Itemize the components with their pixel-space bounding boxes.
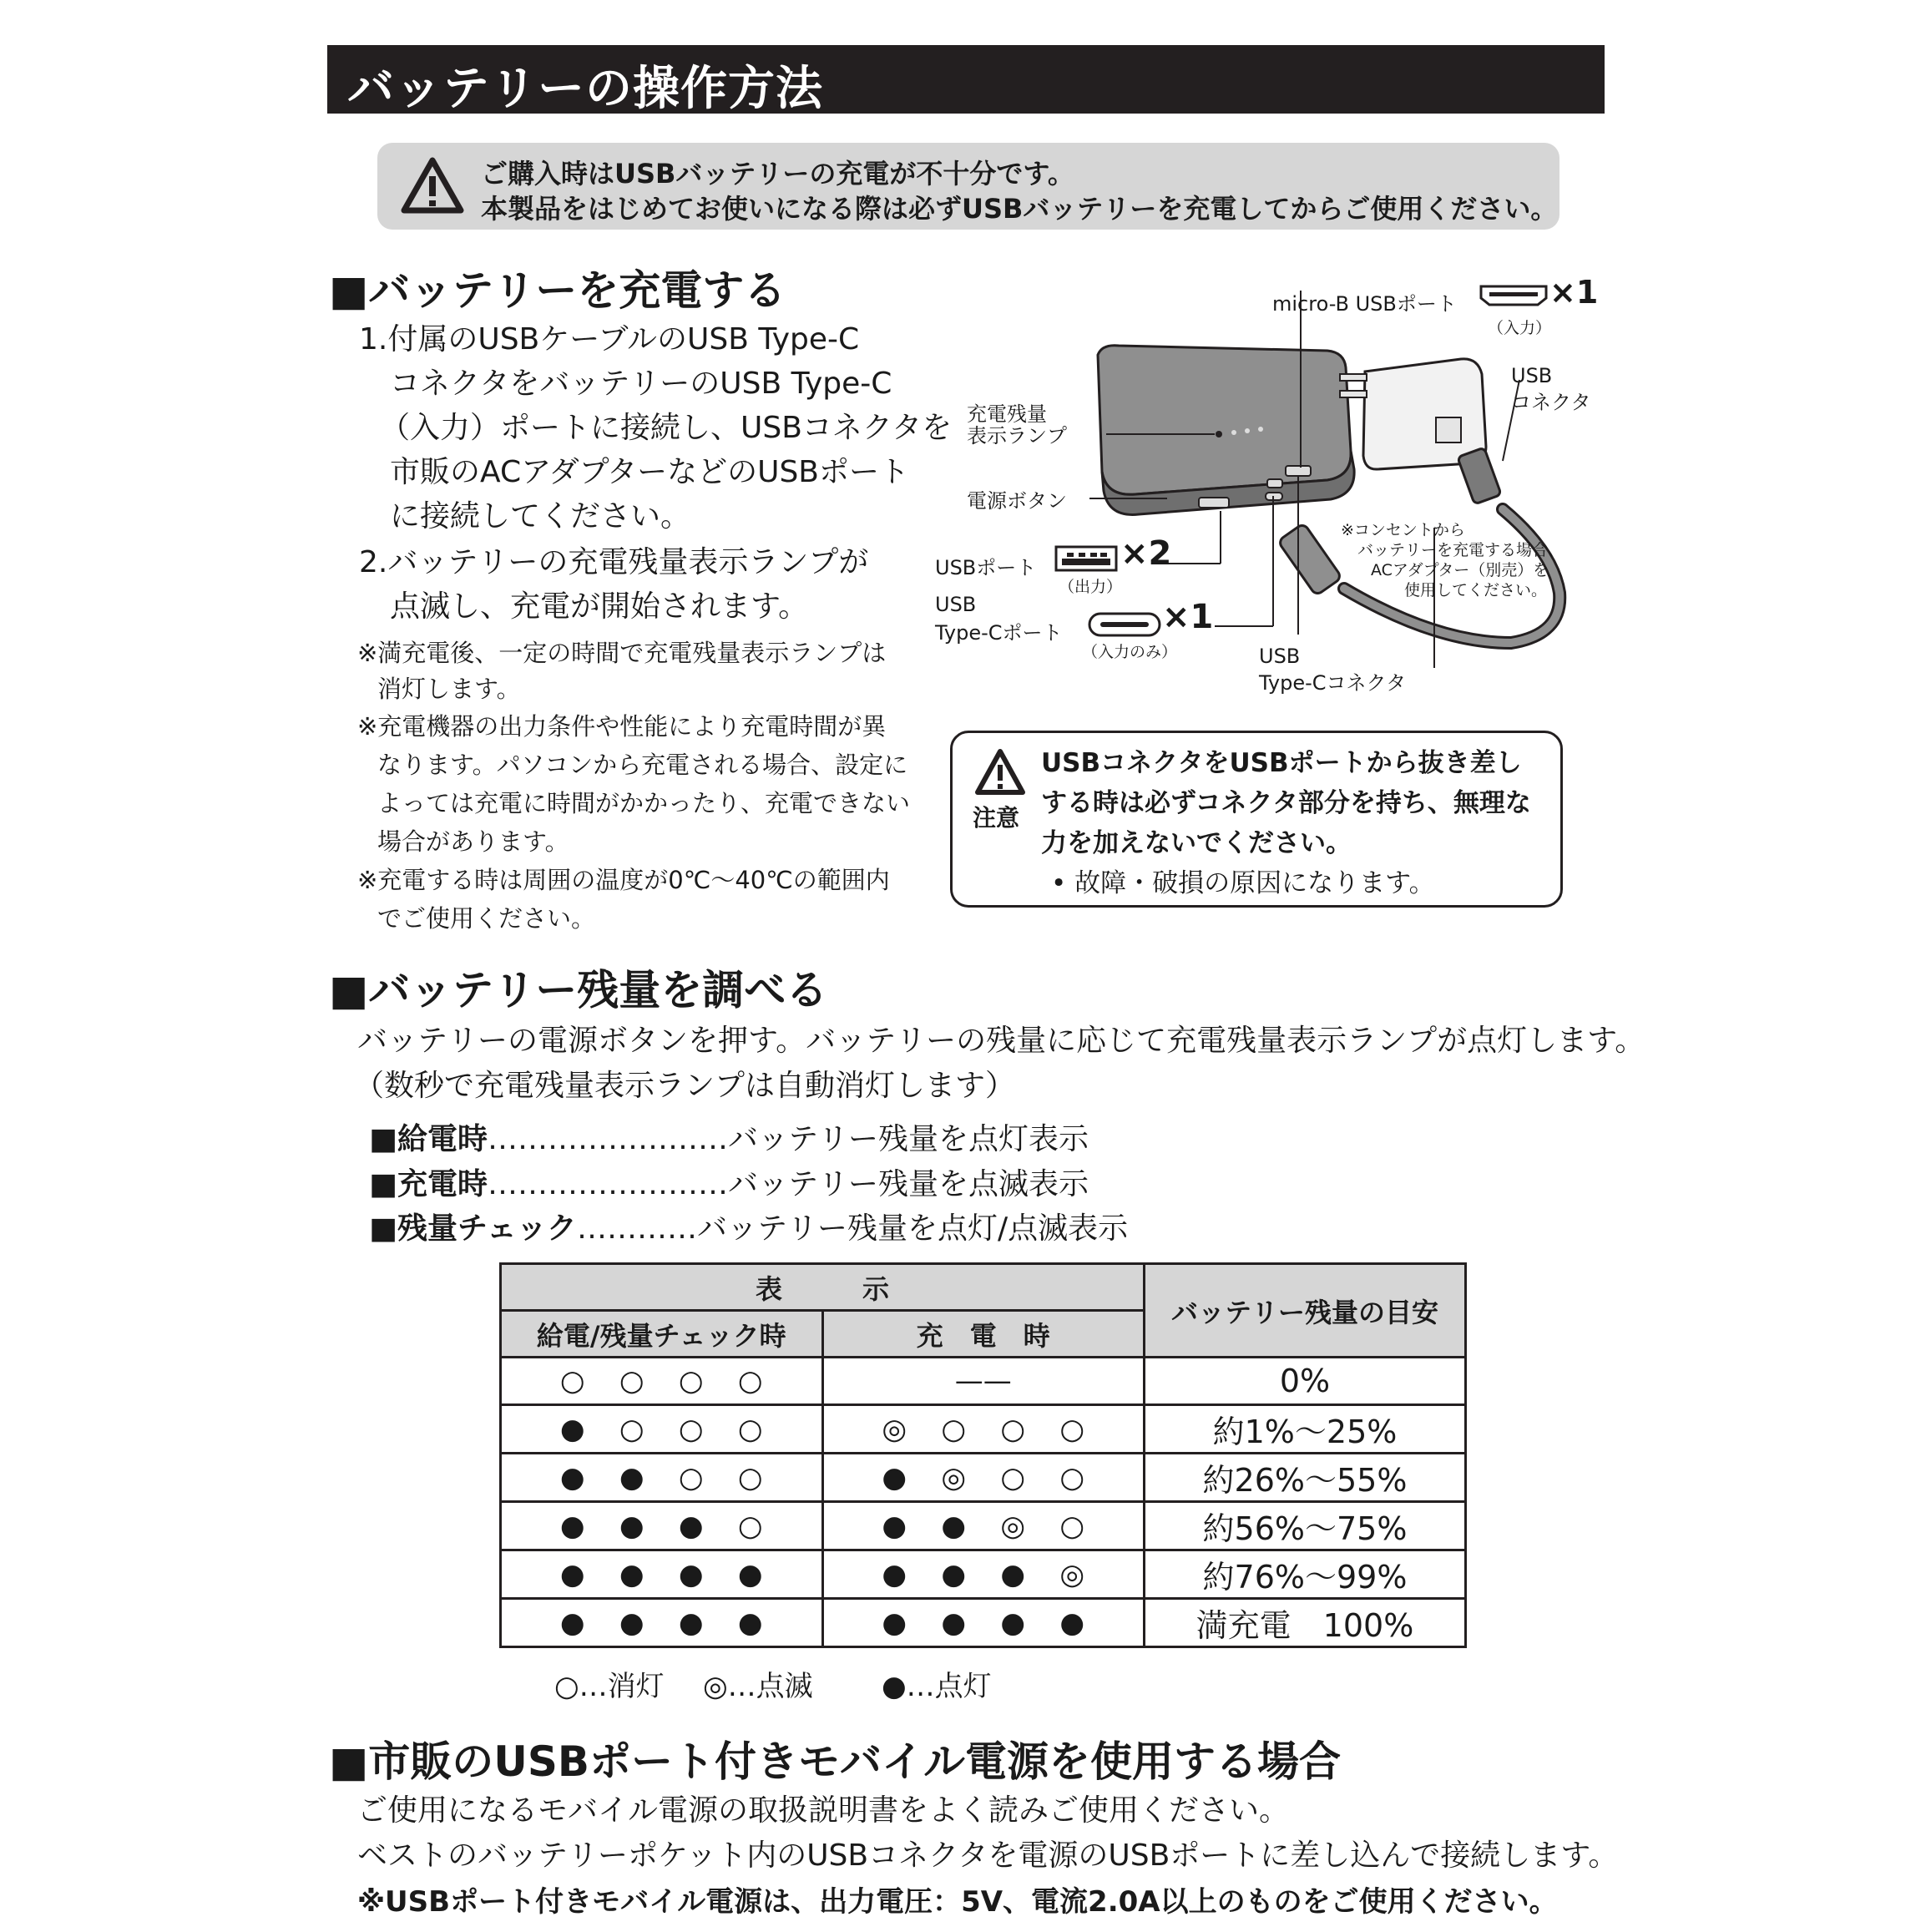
charge-note-line: ※満充電後、一定の時間で充電残量表示ランプは bbox=[357, 639, 887, 667]
charging-lamps-cell bbox=[822, 1502, 1145, 1550]
lamp-indicator: ○ bbox=[559, 1364, 585, 1398]
supply-lamps-cell bbox=[501, 1358, 823, 1405]
charge-note-line: 消灯します。 bbox=[377, 675, 521, 703]
caution-label: 注意 bbox=[973, 804, 1020, 832]
level-cell: 約76%～99% bbox=[1145, 1550, 1466, 1599]
lamp-indicator: ○ bbox=[941, 1412, 967, 1446]
charging-lamps-cell bbox=[822, 1358, 1145, 1405]
page-title-bar bbox=[327, 45, 1605, 114]
mode-leader: …………………… bbox=[488, 1167, 729, 1201]
outlet-note-line: ACアダプター（別売）を bbox=[1371, 561, 1549, 579]
mobile-line-2: ベストのバッテリーポケット内のUSBコネクタを電源のUSBポートに差し込んで接続します。 bbox=[357, 1838, 1619, 1873]
level-cell: 満充電 100% bbox=[1145, 1599, 1466, 1647]
usb-port-count: ×2 bbox=[1120, 534, 1172, 573]
mode-leader: ………… bbox=[576, 1211, 697, 1246]
charge-note-line: でご使用ください。 bbox=[377, 904, 596, 933]
header-level: バッテリー残量の目安 bbox=[1145, 1264, 1466, 1358]
lamp-indicator: ● bbox=[619, 1557, 645, 1591]
lamp-indicator: ○ bbox=[678, 1412, 704, 1446]
lamp-table bbox=[499, 1262, 1467, 1648]
lamp-indicator: ◎ bbox=[1000, 1509, 1026, 1543]
mobile-line-1: ご使用になるモバイル電源の取扱説明書をよく読みご使用ください。 bbox=[357, 1793, 1290, 1828]
mode-desc: バッテリー残量を点灯表示 bbox=[728, 1122, 1089, 1156]
supply-lamps-cell bbox=[501, 1502, 823, 1550]
table-row bbox=[501, 1502, 1466, 1550]
charge-heading: ■バッテリーを充電する bbox=[329, 266, 786, 315]
charge-step-line: 1.付属のUSBケーブルのUSB Type-C bbox=[359, 322, 860, 357]
usb-connector-label-line-2: コネクタ bbox=[1511, 391, 1591, 414]
mode-desc: バッテリー残量を点滅表示 bbox=[728, 1167, 1089, 1201]
charge-note-line: ※充電する時は周囲の温度が0℃～40℃の範囲内 bbox=[357, 866, 890, 894]
lamp-indicator: ● bbox=[941, 1509, 967, 1543]
lamp-indicator: ○ bbox=[619, 1412, 645, 1446]
lamp-indicator: ◎ bbox=[882, 1412, 907, 1446]
lamp-indicator: ● bbox=[882, 1509, 907, 1543]
warning-line-2: 本製品をはじめてお使いになる際は必ずUSBバッテリーを充電してからご使用ください。 bbox=[481, 193, 1558, 225]
outlet-note-line: ※コンセントから bbox=[1341, 521, 1465, 539]
charge-note-line: なります。パソコンから充電される場合、設定に bbox=[377, 751, 908, 779]
supply-lamps-cell bbox=[501, 1599, 823, 1647]
lamp-indicator: ● bbox=[941, 1606, 967, 1640]
lamp-indicator: ● bbox=[619, 1509, 645, 1543]
micro-b-port-icon bbox=[1478, 283, 1549, 308]
legend-blink: ◎…点滅 bbox=[703, 1670, 813, 1703]
table-row bbox=[501, 1599, 1466, 1647]
legend-on: ●…点灯 bbox=[882, 1670, 992, 1703]
mode-desc: バッテリー残量を点灯/点滅表示 bbox=[696, 1211, 1129, 1246]
charge-step-line: （入力）ポートに接続し、USBコネクタを bbox=[380, 411, 953, 445]
page-title: バッテリーの操作方法 bbox=[347, 62, 823, 116]
check-line-2: （数秒で充電残量表示ランプは自動消灯します） bbox=[354, 1069, 1016, 1103]
lamp-label-line-2: 表示ランプ bbox=[967, 424, 1067, 448]
lamp-indicator: ○ bbox=[619, 1364, 645, 1398]
micro-b-port-label: micro-B USBポート bbox=[1272, 292, 1457, 316]
lamp-indicator: ● bbox=[559, 1606, 585, 1640]
charge-note-line: 場合があります。 bbox=[377, 827, 569, 856]
typec-port-note: （入力のみ） bbox=[1082, 643, 1178, 661]
lamp-indicator: ● bbox=[559, 1509, 585, 1543]
lamp-indicator: ● bbox=[1000, 1606, 1026, 1640]
warning-icon bbox=[974, 748, 1026, 797]
lamp-indicator: ◎ bbox=[941, 1460, 967, 1495]
lamp-indicator: ○ bbox=[737, 1460, 763, 1495]
mode-name: ■給電時 bbox=[369, 1122, 488, 1156]
lamp-indicator: ● bbox=[559, 1412, 585, 1446]
level-cell: 約1%～25% bbox=[1145, 1405, 1466, 1454]
lamp-indicator: ● bbox=[737, 1557, 763, 1591]
charge-note-line: ※充電機器の出力条件や性能により充電時間が異 bbox=[357, 712, 887, 741]
legend-off: ○…消灯 bbox=[554, 1670, 665, 1703]
check-heading: ■バッテリー残量を調べる bbox=[329, 966, 828, 1014]
charge-step-line: コネクタをバッテリーのUSB Type-C bbox=[390, 367, 892, 401]
charging-lamps-cell bbox=[822, 1454, 1145, 1502]
mode-leader: …………………… bbox=[488, 1122, 729, 1156]
usb-a-port-icon bbox=[1054, 544, 1119, 573]
lamp-indicator: ● bbox=[1000, 1557, 1026, 1591]
caution-line-1: USBコネクタをUSBポートから抜き差し bbox=[1041, 748, 1522, 778]
charging-lamps-cell bbox=[822, 1599, 1145, 1647]
lamp-indicator: ○ bbox=[1059, 1460, 1085, 1495]
lamp-indicator: ○ bbox=[678, 1364, 704, 1398]
charge-note-line: よっては充電に時間がかかったり、充電できない bbox=[377, 789, 911, 817]
lamp-indicator: ● bbox=[559, 1557, 585, 1591]
micro-b-count: ×1 bbox=[1549, 274, 1599, 311]
outlet-note-line: 使用してください。 bbox=[1404, 581, 1548, 599]
check-line-1: バッテリーの電源ボタンを押す。バッテリーの残量に応じて充電残量表示ランプが点灯します。 bbox=[357, 1024, 1645, 1058]
micro-b-note: （入力） bbox=[1488, 319, 1552, 337]
lamp-indicator: ○ bbox=[737, 1412, 763, 1446]
lamp-indicator: ● bbox=[678, 1557, 704, 1591]
charging-lamps-cell bbox=[822, 1405, 1145, 1454]
lamp-indicator: ● bbox=[678, 1606, 704, 1640]
mobile-line-3: ※USBポート付きモバイル電源は、出力電圧：5V、電流2.0A以上のものをご使用ください。 bbox=[357, 1885, 1558, 1919]
lamp-indicator: ● bbox=[1059, 1606, 1085, 1640]
typec-connector-label-line-2: Type-Cコネクタ bbox=[1259, 671, 1407, 695]
lamp-label-line-1: 充電残量 bbox=[967, 402, 1047, 426]
lamp-indicator: —— bbox=[954, 1364, 1012, 1398]
supply-lamps-cell bbox=[501, 1454, 823, 1502]
typec-connector-label-line-1: USB bbox=[1259, 645, 1301, 668]
battery-illustration bbox=[1098, 346, 1354, 515]
supply-lamps-cell bbox=[501, 1405, 823, 1454]
table-row bbox=[501, 1550, 1466, 1599]
usb-c-port-icon bbox=[1087, 611, 1162, 638]
lamp-indicator: ● bbox=[882, 1460, 907, 1495]
typec-port-label-line-2: Type-Cポート bbox=[935, 621, 1063, 645]
supply-lamps-cell bbox=[501, 1550, 823, 1599]
mode-row bbox=[369, 1161, 1089, 1203]
charge-step-line: 点滅し、充電が開始されます。 bbox=[390, 589, 809, 624]
caution-line-3: 力を加えないでください。 bbox=[1041, 828, 1352, 858]
caution-bullet: • 故障・破損の原因になります。 bbox=[1051, 868, 1435, 898]
charge-step-line: 2.バッテリーの充電残量表示ランプが bbox=[359, 545, 869, 579]
mode-name: ■残量チェック bbox=[369, 1211, 577, 1246]
charge-step-line: 市販のACアダプターなどのUSBポート bbox=[390, 455, 909, 489]
lamp-indicator: ○ bbox=[1000, 1460, 1026, 1495]
mobile-heading: ■市販のUSBポート付きモバイル電源を使用する場合 bbox=[329, 1737, 1341, 1786]
lamp-indicator: ○ bbox=[678, 1460, 704, 1495]
lamp-indicator: ● bbox=[882, 1557, 907, 1591]
power-button-label: 電源ボタン bbox=[967, 489, 1067, 513]
lamp-indicator: ○ bbox=[737, 1364, 763, 1398]
purchase-warning-box bbox=[377, 143, 1559, 230]
level-cell: 約26%～55% bbox=[1145, 1454, 1466, 1502]
table-row bbox=[501, 1405, 1466, 1454]
lamp-indicator: ○ bbox=[737, 1509, 763, 1543]
charging-lamps-cell bbox=[822, 1550, 1145, 1599]
caution-line-2: する時は必ずコネクタ部分を持ち、無理な bbox=[1041, 788, 1531, 818]
lamp-indicator: ● bbox=[678, 1509, 704, 1543]
usb-port-note: （出力） bbox=[1059, 578, 1123, 596]
table-row bbox=[501, 1358, 1466, 1405]
lamp-indicator: ● bbox=[619, 1606, 645, 1640]
table-row bbox=[501, 1454, 1466, 1502]
level-cell: 0% bbox=[1145, 1358, 1466, 1405]
lamp-indicator: ● bbox=[559, 1460, 585, 1495]
header-display: 表 示 bbox=[501, 1264, 1145, 1311]
usb-port-label: USBポート bbox=[935, 556, 1037, 579]
header-charging: 充 電 時 bbox=[822, 1311, 1145, 1358]
warning-icon bbox=[401, 156, 464, 215]
lamp-indicator: ● bbox=[737, 1606, 763, 1640]
mode-row bbox=[369, 1205, 1128, 1247]
lamp-indicator: ○ bbox=[1000, 1412, 1026, 1446]
charge-step-line: に接続してください。 bbox=[390, 499, 691, 534]
lamp-indicator: ● bbox=[882, 1606, 907, 1640]
usb-connector-label-line-1: USB bbox=[1511, 364, 1553, 387]
ac-adapter-illustration bbox=[1340, 359, 1486, 469]
lamp-indicator: ● bbox=[941, 1557, 967, 1591]
outlet-note-line: バッテリーを充電する場合、 bbox=[1357, 541, 1565, 559]
caution-box bbox=[950, 731, 1563, 908]
lamp-indicator: ◎ bbox=[1059, 1557, 1085, 1591]
lamp-indicator: ● bbox=[619, 1460, 645, 1495]
mode-name: ■充電時 bbox=[369, 1167, 488, 1201]
mode-row bbox=[369, 1115, 1089, 1158]
typec-port-count: ×1 bbox=[1162, 598, 1214, 636]
header-supply: 給電/残量チェック時 bbox=[501, 1311, 823, 1358]
lamp-indicator: ○ bbox=[1059, 1509, 1085, 1543]
typec-port-label-line-1: USB bbox=[935, 593, 977, 616]
warning-line-1: ご購入時はUSBバッテリーの充電が不十分です。 bbox=[481, 158, 1074, 190]
lamp-indicator: ○ bbox=[1059, 1412, 1085, 1446]
level-cell: 約56%～75% bbox=[1145, 1502, 1466, 1550]
